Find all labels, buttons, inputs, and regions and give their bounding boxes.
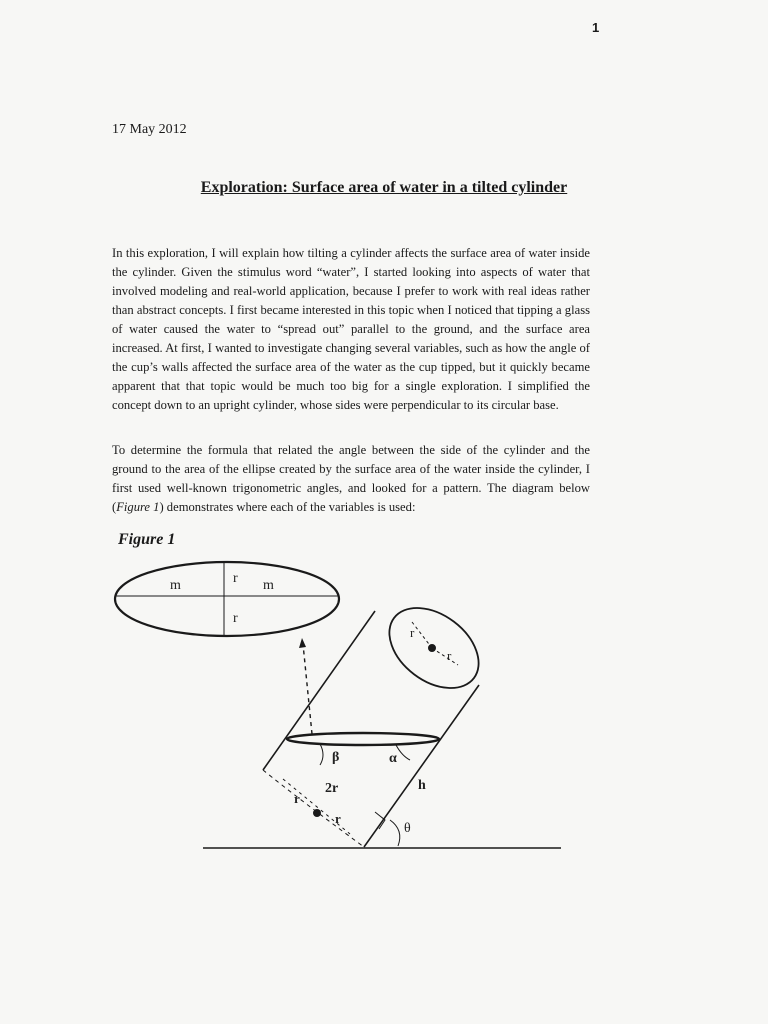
figure-reference: Figure 1 [116, 500, 160, 514]
cylinder-top-center [429, 645, 436, 652]
document-date: 17 May 2012 [112, 122, 187, 137]
cylinder-side-right [364, 685, 479, 847]
cylinder-base-dashed [263, 770, 364, 847]
base-center [314, 810, 321, 817]
label-theta: θ [404, 821, 411, 836]
figure-caption: Figure 1 [118, 531, 176, 548]
label-beta: β [332, 750, 340, 765]
page-number: 1 [592, 20, 600, 35]
intro-paragraph: In this exploration, I will explain how tilting a cylinder affects the surface area of water inside the cylinder. Given the stimulus word “water”, I started looking into aspects of water that involved modeling and real-world application, because I prefer to work with real ideas rather than abstract concepts. I first became interested in this topic when I noticed that tipping a glass of water caused the water to “spread out” parallel to the ground, and the surface area increased. At first, I wanted to investigate changing several variables, such as how the angle of the cup’s walls affected the surface area of the water as the cup tipped, but it quickly became apparent that that topic would be much too big for a single exploration. I simplified the concept down to an upright cylinder, whose sides were perpendicular to its circular base. [112, 246, 590, 412]
label-r-bottom: r [233, 611, 238, 626]
label-r-base-1: r [294, 791, 300, 806]
label-m-right: m [263, 578, 274, 593]
method-text-end: ) demonstrates where each of the variables is used: [159, 500, 416, 514]
label-m-left: m [170, 578, 181, 593]
alpha-arc [396, 745, 410, 760]
label-alpha: α [389, 751, 397, 766]
label-r-cylinder-2: r [447, 648, 452, 663]
label-r-cylinder-1: r [410, 625, 415, 640]
surface-ellipse [115, 562, 339, 636]
height-line [317, 760, 330, 770]
label-r-top: r [233, 571, 238, 586]
projection-arrow [303, 644, 312, 734]
beta-arc [320, 744, 323, 765]
cylinder-top-radius [412, 622, 432, 648]
label-r-base-2: r [335, 811, 341, 826]
method-text-start: To determine the formula that related the angle between the side of the cylinder and the ground to the area of the ellipse created by the surface area of the water inside the cylinder, I first used well-known trigonometric angles, and looked for a pattern. The diagram below ( [112, 443, 590, 514]
water-surface [287, 733, 439, 745]
cylinder-top-radius-2 [432, 648, 458, 665]
document-title: Exploration: Surface area of water in a tilted cylinder [200, 179, 568, 196]
theta-arc [390, 820, 400, 846]
arrowhead [299, 638, 306, 648]
label-2r: 2r [325, 781, 339, 796]
label-h: h [418, 778, 426, 793]
